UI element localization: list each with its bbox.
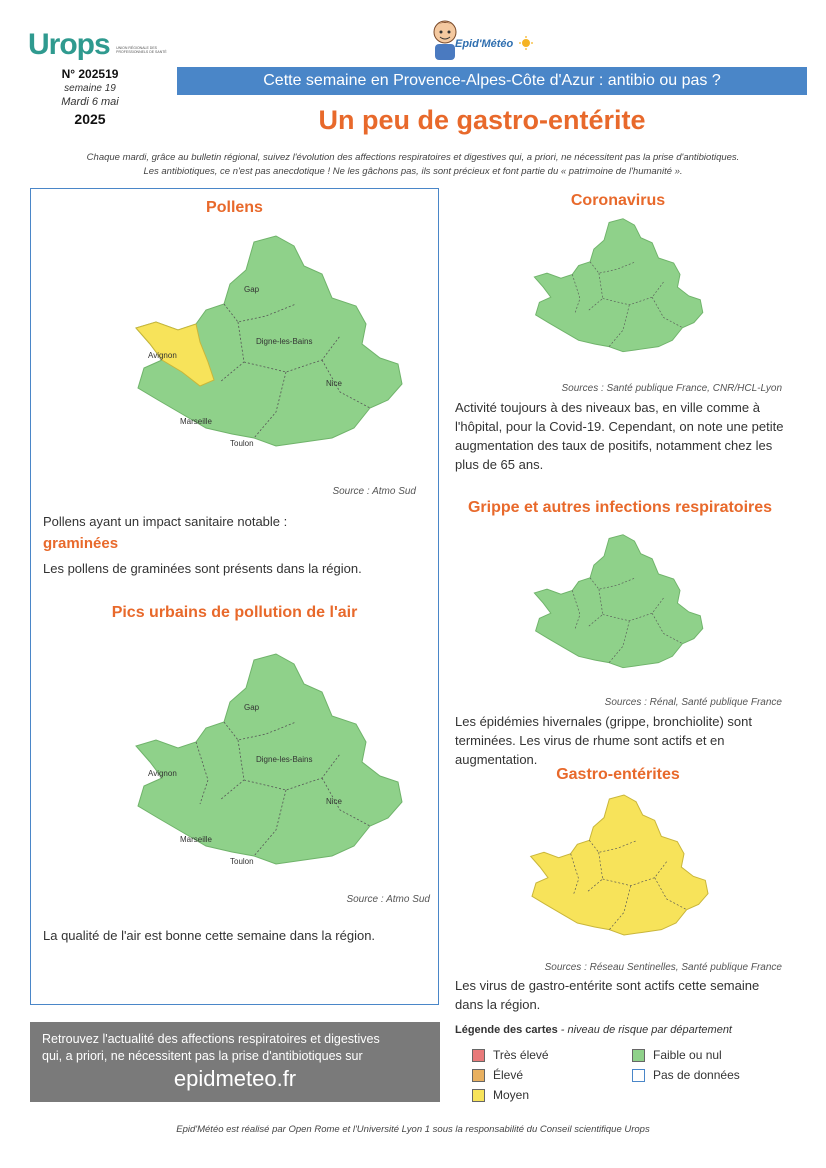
- header-banner: Cette semaine en Provence-Alpes-Côte d'Azur : antibio ou pas ?: [177, 67, 807, 95]
- pollution-map: [126, 650, 426, 880]
- pollens-name: graminées: [43, 535, 119, 552]
- swatch-high: [472, 1069, 485, 1082]
- pollens-city-avignon: Avignon: [148, 351, 177, 360]
- pollens-city-nice: Nice: [326, 379, 343, 388]
- sun-icon: [519, 36, 533, 50]
- coronavirus-map: [528, 214, 718, 364]
- legend-col-2: [632, 1045, 740, 1085]
- pollens-source: Source : Atmo Sud: [332, 486, 416, 497]
- grippe-source: Sources : Rénal, Santé publique France: [604, 697, 782, 708]
- grippe-description: Les épidémies hivernales (grippe, bronchiolite) sont terminées. Les virus de rhume sont actifs et en augmentation.: [455, 714, 752, 767]
- legend-subtitle: - niveau de risque par département: [557, 1024, 732, 1036]
- promo-site-link[interactable]: epidmeteo.fr: [173, 1066, 297, 1091]
- gastro-description: Les virus de gastro-entérite sont actifs cette semaine dans la région.: [455, 978, 760, 1012]
- legend-medium: [472, 1085, 549, 1105]
- legend-high: [472, 1065, 549, 1085]
- swatch-low: [632, 1049, 645, 1062]
- urops-logo-text: Urops: [28, 28, 110, 61]
- legend-low: [632, 1045, 740, 1065]
- issue-info: [30, 67, 150, 129]
- pollens-city-toulon: Toulon: [230, 439, 254, 448]
- legend-very-high-label: Très élevé: [493, 1048, 549, 1062]
- issue-date: Mardi 6 mai: [61, 96, 119, 108]
- legend-high-label: Élevé: [493, 1068, 524, 1082]
- swatch-medium: [472, 1089, 485, 1102]
- intro-line-2: Les antibiotiques, ce n'est pas anecdotique ! Ne les gâchons pas, ils sont précieux et font partie du « patrimoine de l'humanité ».: [143, 166, 683, 177]
- urops-logo-subtext: UNION RÉGIONALE DES PROFESSIONNELS DE SANTÉ: [116, 45, 167, 54]
- legend-very-high: [472, 1045, 549, 1065]
- coronavirus-source: Sources : Santé publique France, CNR/HCL-Lyon: [561, 383, 782, 394]
- gastro-map: [524, 790, 724, 948]
- legend-medium-label: Moyen: [493, 1088, 530, 1102]
- pollens-title: Pollens: [206, 199, 263, 216]
- issue-year: 2025: [74, 111, 106, 127]
- legend-col-1: [472, 1045, 549, 1105]
- promo-box: [30, 1022, 440, 1102]
- pollution-title: Pics urbains de pollution de l'air: [111, 604, 358, 621]
- footer: Epid'Météo est réalisé par Open Rome et l'Université Lyon 1 sous la responsabilité du Conseil scientifique Urops: [176, 1124, 650, 1135]
- pollens-map: [126, 232, 426, 462]
- intro-line-1: Chaque mardi, grâce au bulletin régional, suivez l'évolution des affections respiratoires et digestives qui, a priori, ne nécessitent pas la prise d'antibiotiques.: [86, 152, 740, 163]
- pollution-source: Source : Atmo Sud: [346, 894, 430, 905]
- epid-meteo-logo: [425, 16, 540, 66]
- legend-title: [455, 1024, 732, 1036]
- legend-title-bold: Légende des cartes: [455, 1024, 558, 1036]
- swatch-no-data: [632, 1069, 645, 1082]
- pollution-city-avignon: Avignon: [148, 769, 177, 778]
- headline: Un peu de gastro-entérite: [318, 105, 646, 135]
- intro: [10, 151, 816, 179]
- legend-no-data-label: Pas de données: [653, 1068, 740, 1082]
- legend-no-data: [632, 1065, 740, 1085]
- pollution-city-marseille: Marseille: [180, 835, 213, 844]
- pollution-city-toulon: Toulon: [230, 857, 254, 866]
- gastro-title: Gastro-entérites: [556, 766, 680, 783]
- swatch-very-high: [472, 1049, 485, 1062]
- pollution-description: La qualité de l'air est bonne cette semaine dans la région.: [43, 928, 376, 943]
- pollution-city-digne: Digne-les-Bains: [256, 755, 313, 764]
- legend-low-label: Faible ou nul: [653, 1048, 722, 1062]
- grippe-title: Grippe et autres infections respiratoires: [467, 499, 773, 516]
- promo-line-1: Retrouvez l'actualité des affections respiratoires et digestives: [42, 1032, 380, 1046]
- urops-logo: [28, 28, 170, 62]
- coronavirus-description: Activité toujours à des niveaux bas, en ville comme à l'hôpital, pour la Covid-19. Cependant, on note une petite augmentation des taux de positifs, notamment chez les plus de 65 ans.: [455, 400, 784, 472]
- gastro-source: Sources : Réseau Sentinelles, Santé publique France: [544, 962, 782, 973]
- coronavirus-title: Coronavirus: [570, 192, 666, 209]
- pollens-description: Les pollens de graminées sont présents dans la région.: [43, 561, 362, 576]
- pollens-impact-label: Pollens ayant un impact sanitaire notable :: [43, 514, 288, 529]
- grippe-map: [528, 530, 718, 680]
- issue-week: semaine 19: [64, 83, 116, 94]
- pollens-city-marseille: Marseille: [180, 417, 213, 426]
- pollens-city-gap: Gap: [244, 285, 260, 294]
- issue-number: N° 202519: [61, 67, 119, 81]
- pollens-city-digne: Digne-les-Bains: [256, 337, 313, 346]
- epid-meteo-text: Epid'Météo: [455, 38, 514, 50]
- promo-line-2: qui, a priori, ne nécessitent pas la prise d'antibiotiques sur: [42, 1049, 363, 1063]
- pollution-city-nice: Nice: [326, 797, 343, 806]
- pollution-city-gap: Gap: [244, 703, 260, 712]
